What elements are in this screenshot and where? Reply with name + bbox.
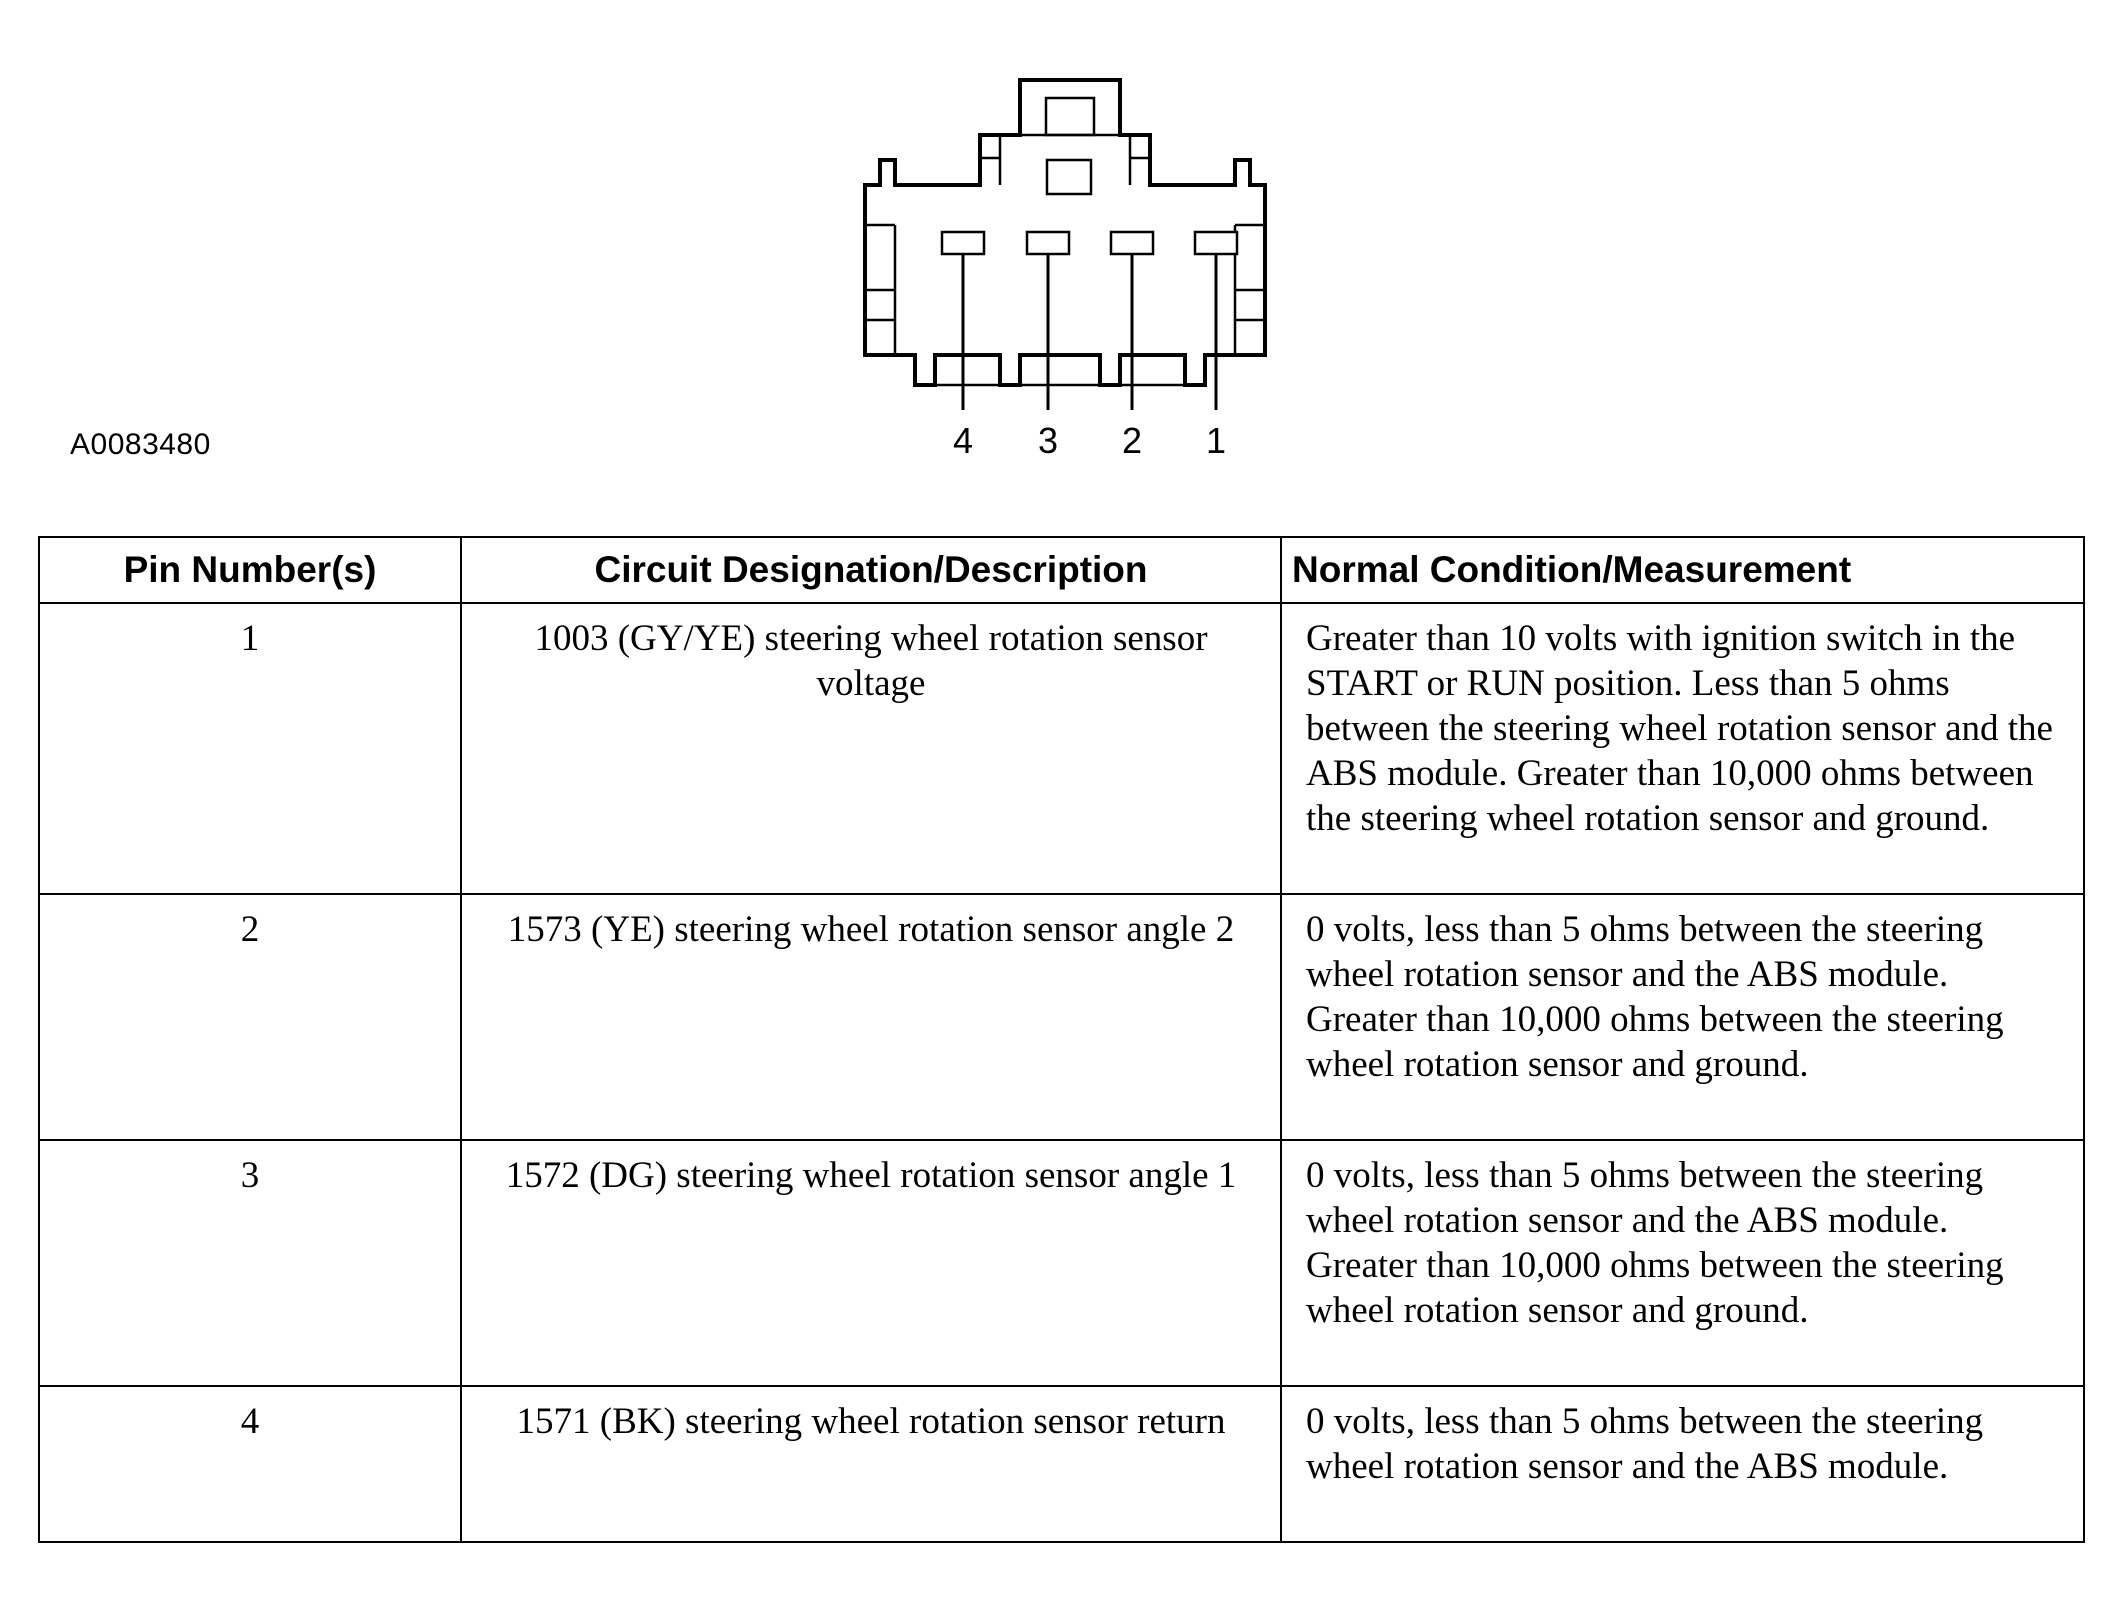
cell-pin-number: 2 bbox=[39, 894, 461, 1140]
cell-normal-condition: Greater than 10 volts with ignition switch in the START or RUN position. Less than 5 ohms between the steering wheel rotation sensor and the ABS module. Greater than 10,000 ohms between the steering wheel rotation sensor and ground. bbox=[1281, 603, 2084, 894]
terminal-cavity-pin-4 bbox=[942, 232, 984, 254]
table-row bbox=[39, 603, 2084, 894]
terminal-cavity-pin-3 bbox=[1027, 232, 1069, 254]
cell-pin-number: 4 bbox=[39, 1386, 461, 1542]
pin-label-2: 2 bbox=[1121, 420, 1143, 461]
connector-face-diagram bbox=[850, 70, 1280, 470]
table-row bbox=[39, 1386, 2084, 1542]
cell-normal-condition: 0 volts, less than 5 ohms between the steering wheel rotation sensor and the ABS module. Greater than 10,000 ohms between the steering wheel rotation sensor and ground. bbox=[1281, 894, 2084, 1140]
cell-normal-condition: 0 volts, less than 5 ohms between the steering wheel rotation sensor and the ABS module. Greater than 10,000 ohms between the steering wheel rotation sensor and ground. bbox=[1281, 1140, 2084, 1386]
cell-circuit-description: 1571 (BK) steering wheel rotation sensor return bbox=[461, 1386, 1281, 1542]
pin-label-1: 1 bbox=[1205, 420, 1227, 461]
latch-window bbox=[1046, 98, 1094, 135]
cell-circuit-description: 1003 (GY/YE) steering wheel rotation sensor voltage bbox=[461, 603, 1281, 894]
cell-normal-condition: 0 volts, less than 5 ohms between the steering wheel rotation sensor and the ABS module. bbox=[1281, 1386, 2084, 1542]
header-circuit-description: Circuit Designation/Description bbox=[461, 537, 1281, 603]
cell-circuit-description: 1572 (DG) steering wheel rotation sensor angle 1 bbox=[461, 1140, 1281, 1386]
terminal-cavity-pin-2 bbox=[1111, 232, 1153, 254]
header-normal-condition: Normal Condition/Measurement bbox=[1281, 537, 2084, 603]
latch-center-block bbox=[1047, 160, 1091, 194]
figure-id: A0083480 bbox=[70, 428, 211, 461]
table-row bbox=[39, 1140, 2084, 1386]
cell-pin-number: 1 bbox=[39, 603, 461, 894]
pin-chart-table bbox=[38, 536, 2085, 1543]
cell-circuit-description: 1573 (YE) steering wheel rotation sensor angle 2 bbox=[461, 894, 1281, 1140]
pin-label-4: 4 bbox=[952, 420, 974, 461]
header-pin-number: Pin Number(s) bbox=[39, 537, 461, 603]
table-row bbox=[39, 894, 2084, 1140]
table-header-row bbox=[39, 537, 2084, 603]
pin-label-3: 3 bbox=[1037, 420, 1059, 461]
terminal-cavity-pin-1 bbox=[1195, 232, 1237, 254]
cell-pin-number: 3 bbox=[39, 1140, 461, 1386]
